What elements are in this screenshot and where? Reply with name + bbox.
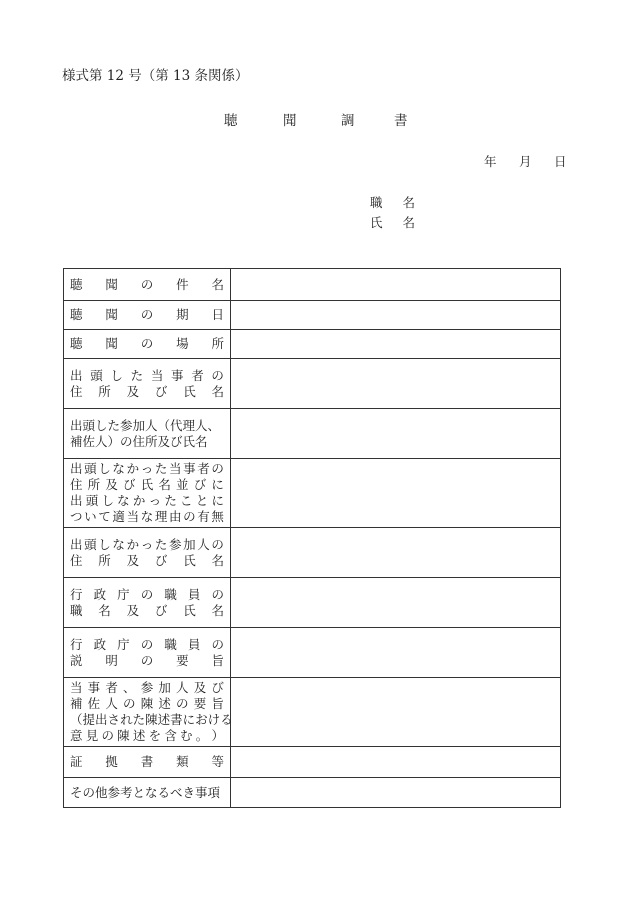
row-value-field[interactable] bbox=[231, 301, 560, 329]
title-char: 聴 bbox=[224, 113, 238, 129]
form-number: 様式第 12 号（第 13 条関係） bbox=[62, 68, 249, 84]
title-char: 調 bbox=[341, 113, 355, 129]
row-value-field[interactable] bbox=[231, 330, 560, 358]
row-label bbox=[64, 409, 231, 458]
date-day: 日 bbox=[554, 154, 567, 169]
row-label-line: （ 提 出 さ れ た 陳 述 書 に お け る bbox=[70, 712, 233, 727]
table-row bbox=[64, 329, 560, 358]
table-row bbox=[64, 746, 560, 777]
row-label-line: 出 頭 し な か っ た こ と に bbox=[70, 493, 224, 508]
row-label bbox=[64, 747, 231, 777]
row-label bbox=[64, 269, 231, 300]
row-value-field[interactable] bbox=[231, 528, 560, 577]
date-year: 年 bbox=[484, 154, 497, 169]
signer-name-label: 氏 名 bbox=[370, 215, 423, 230]
table-row bbox=[64, 358, 560, 408]
title-char: 書 bbox=[394, 113, 408, 129]
row-label bbox=[64, 778, 231, 807]
row-value-field[interactable] bbox=[231, 359, 560, 408]
row-label-line: 説 明 の 要 旨 bbox=[70, 652, 224, 668]
signer-post-label: 職 名 bbox=[370, 195, 423, 210]
row-label-line: 当 事 者 、 参 加 人 及 び bbox=[70, 680, 224, 695]
row-value-field[interactable] bbox=[231, 578, 560, 627]
row-label-line: 意 見 の 陳 述 を 含 む 。 ） bbox=[70, 728, 224, 743]
table-row bbox=[64, 300, 560, 329]
row-label-line: その他参考となるべき事項 bbox=[70, 784, 221, 800]
row-label bbox=[64, 359, 231, 408]
row-label-line: つ い て 適 当 な 理 由 の 有 無 bbox=[70, 509, 224, 524]
row-label-line: 聴 聞 の 件 名 bbox=[70, 276, 224, 292]
row-label bbox=[64, 301, 231, 329]
row-label-line: 住 所 及 び 氏 名 並 び に bbox=[70, 477, 224, 492]
row-label bbox=[64, 628, 231, 677]
row-value-field[interactable] bbox=[231, 628, 560, 677]
row-value-field[interactable] bbox=[231, 778, 560, 807]
row-label-line: 出 頭 し な か っ た 当 事 者 の bbox=[70, 461, 224, 476]
row-label-line: 補佐人）の住所及び氏名 bbox=[70, 433, 208, 449]
row-label bbox=[64, 459, 231, 527]
row-label bbox=[64, 678, 231, 746]
row-label-line: 出頭した参加人（代理人、 bbox=[70, 417, 221, 433]
title-char: 聞 bbox=[283, 113, 297, 129]
document-title bbox=[224, 109, 414, 127]
row-label bbox=[64, 578, 231, 627]
row-label-line: 行 政 庁 の 職 員 の bbox=[70, 636, 224, 652]
row-value-field[interactable] bbox=[231, 747, 560, 777]
table-row bbox=[64, 577, 560, 627]
row-label-line: 補 佐 人 の 陳 述 の 要 旨 bbox=[70, 696, 224, 711]
table-row bbox=[64, 527, 560, 577]
row-value-field[interactable] bbox=[231, 678, 560, 746]
row-value-field[interactable] bbox=[231, 409, 560, 458]
table-row bbox=[64, 677, 560, 746]
table-row bbox=[64, 627, 560, 677]
date-month: 月 bbox=[519, 154, 532, 169]
row-label-line: 聴 聞 の 期 日 bbox=[70, 307, 224, 322]
row-label-line: 聴 聞 の 場 所 bbox=[70, 336, 224, 351]
row-label-line: 職 名 及 び 氏 名 bbox=[70, 602, 224, 618]
row-label-line: 出 頭 し な か っ た 参 加 人 の bbox=[70, 536, 224, 552]
table-row bbox=[64, 777, 560, 807]
row-label-line: 行 政 庁 の 職 員 の bbox=[70, 586, 224, 602]
row-label bbox=[64, 528, 231, 577]
row-label-line: 証 拠 書 類 等 bbox=[70, 754, 224, 769]
row-label bbox=[64, 330, 231, 358]
row-label-line: 住 所 及 び 氏 名 bbox=[70, 383, 224, 399]
table-row bbox=[64, 269, 560, 300]
table-row bbox=[64, 408, 560, 458]
row-value-field[interactable] bbox=[231, 269, 560, 300]
row-label-line: 住 所 及 び 氏 名 bbox=[70, 552, 224, 568]
hearing-record-table bbox=[63, 268, 561, 808]
row-value-field[interactable] bbox=[231, 459, 560, 527]
table-row bbox=[64, 458, 560, 527]
row-label-line: 出 頭 し た 当 事 者 の bbox=[70, 367, 224, 383]
